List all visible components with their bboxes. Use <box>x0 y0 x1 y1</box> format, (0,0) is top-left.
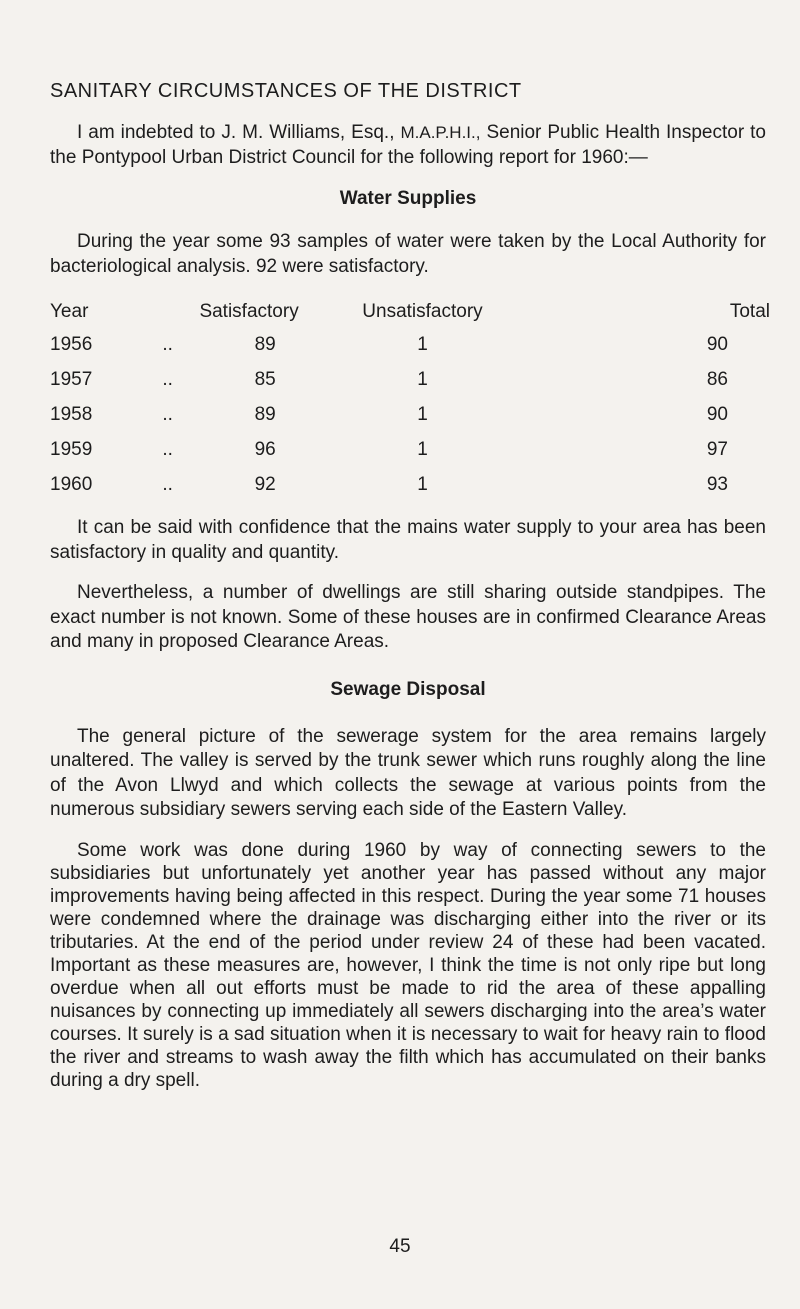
cell-year: 1957 <box>50 368 93 390</box>
table-row <box>50 467 770 502</box>
water-supplies-title: Water Supplies <box>339 188 477 209</box>
cell-unsatisfactory: 1 <box>417 333 428 355</box>
cell-leader: .. <box>162 438 173 460</box>
cell-year: 1960 <box>50 473 93 495</box>
cell-year: 1959 <box>50 438 93 460</box>
cell-unsatisfactory: 1 <box>417 368 428 390</box>
table-row <box>50 432 770 467</box>
cell-total: 86 <box>706 368 728 390</box>
header-total: Total <box>729 301 770 322</box>
page-number: 45 <box>389 1236 411 1257</box>
intro-paragraph <box>50 121 766 170</box>
page-heading: SANITARY CIRCUMSTANCES OF THE DISTRICT <box>50 80 522 102</box>
cell-satisfactory: 89 <box>254 403 276 425</box>
sewage-paragraph-2: Some work was done during 1960 by way of connecting sewers to the subsidiaries but unfortunately yet another year has passed without any major improvements having being affected in this respect. During the year some 71 houses were condemned where the drainage was discharging either into the river or its tributaries. At the end of the period under review 24 of these had been vacated. Important as these measures are, however, I think the time is not only ripe but long overdue when all out efforts must be made to rid the area of these appalling nuisances by connecting up immediately all sewers discharging into the area’s water courses. It surely is a sad situation when it is necessary to wait for heavy rain to flood the river and streams to wash away the filth which has accumulated on their banks during a dry spell. <box>50 839 766 1091</box>
header-spacer <box>162 297 199 327</box>
document-page <box>50 80 770 1092</box>
water-samples-table <box>50 297 770 502</box>
table-row <box>50 327 770 362</box>
cell-unsatisfactory: 1 <box>417 438 428 460</box>
cell-leader: .. <box>162 473 173 495</box>
intro-text-start: I am indebted to J. M. Williams, Esq., <box>77 122 395 143</box>
header-unsatisfactory: Unsatisfactory <box>362 301 483 322</box>
table-header-row <box>50 297 770 327</box>
sewage-disposal-title: Sewage Disposal <box>330 678 486 700</box>
cell-total: 90 <box>706 403 728 425</box>
table-row <box>50 397 770 432</box>
cell-leader: .. <box>162 333 173 355</box>
water-paragraph-1: During the year some 93 samples of water were taken by the Local Authority for bacteriological analysis. 92 were satisfactory. <box>50 231 766 277</box>
cell-leader: .. <box>162 368 173 390</box>
header-year: Year <box>50 301 89 322</box>
table-row <box>50 362 770 397</box>
intro-text-end: Senior Public Health Inspector to the Pontypool Urban District Council for the following report for 1960:— <box>50 122 766 168</box>
water-paragraph-2: It can be said with confidence that the mains water supply to your area has been satisfactory in quality and quantity. <box>50 517 766 563</box>
sewage-paragraph-1: The general picture of the sewerage system for the area remains largely unaltered. The valley is served by the trunk sewer which runs roughly along the line of the Avon Llwyd and which collects the sewage at various points from the numerous subsidiary sewers serving each side of the Eastern Valley. <box>50 725 766 820</box>
cell-leader: .. <box>162 403 173 425</box>
cell-total: 90 <box>706 333 728 355</box>
cell-total: 97 <box>706 438 728 460</box>
cell-satisfactory: 92 <box>254 473 276 495</box>
cell-total: 93 <box>706 473 728 495</box>
cell-satisfactory: 96 <box>254 438 276 460</box>
cell-unsatisfactory: 1 <box>417 473 428 495</box>
cell-satisfactory: 89 <box>254 333 276 355</box>
header-satisfactory: Satisfactory <box>199 301 299 322</box>
cell-unsatisfactory: 1 <box>417 403 428 425</box>
water-paragraph-3: Nevertheless, a number of dwellings are still sharing outside standpipes. The exact number is not known. Some of these houses are in confirmed Clearance Areas and many in proposed Clearance Areas. <box>50 582 766 652</box>
cell-year: 1956 <box>50 333 93 355</box>
qualification-abbreviation: M.A.P.H.I., <box>400 123 481 142</box>
cell-satisfactory: 85 <box>254 368 276 390</box>
cell-year: 1958 <box>50 403 93 425</box>
